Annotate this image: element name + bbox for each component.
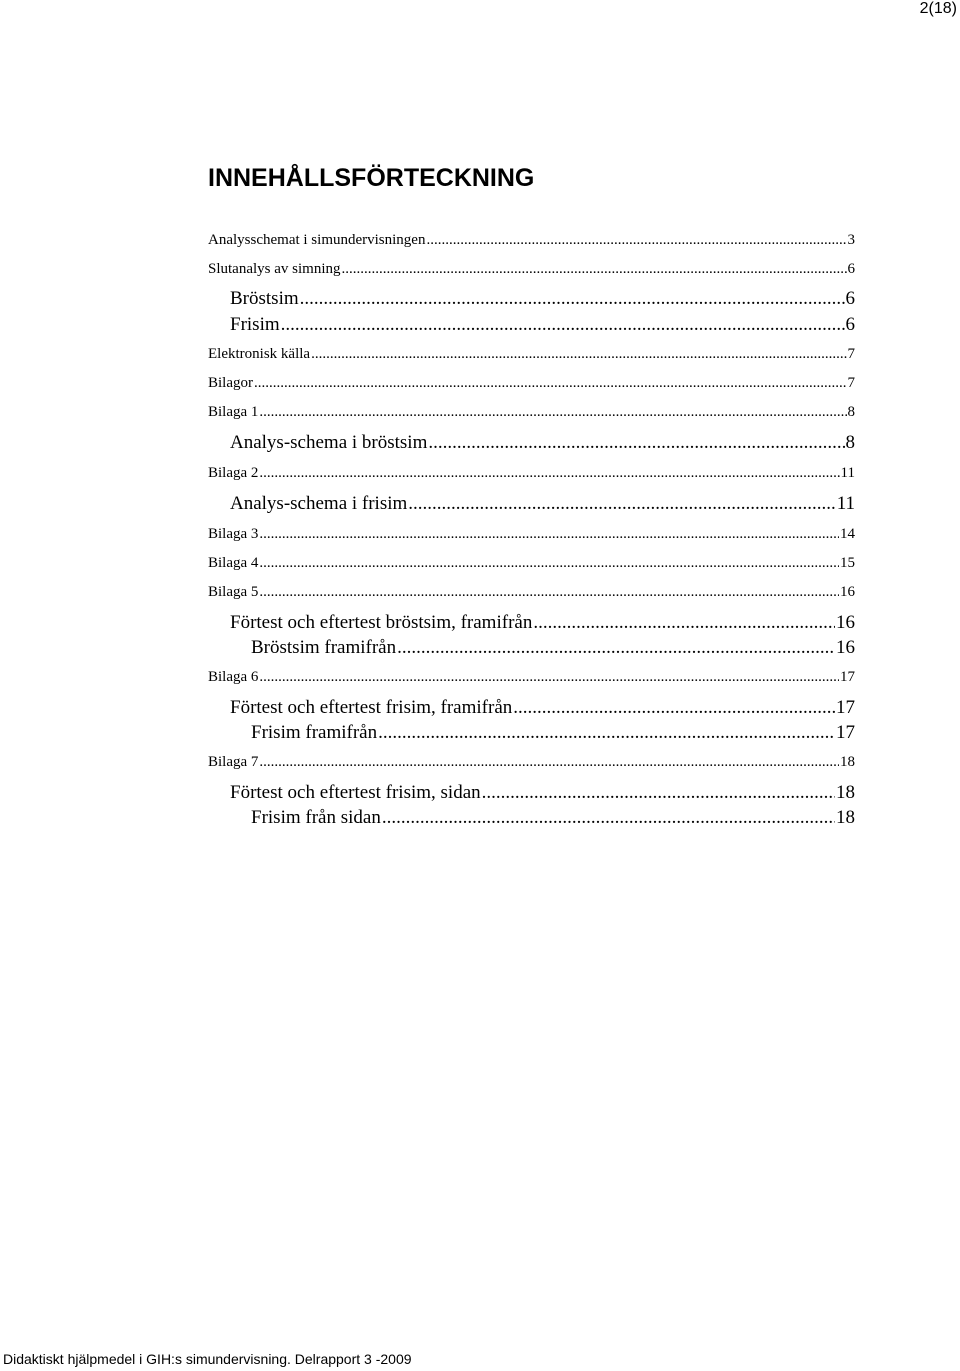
toc-dot-leader — [397, 637, 835, 659]
toc-entry[interactable] — [208, 345, 855, 363]
toc-dot-leader — [254, 374, 847, 392]
toc-entry[interactable] — [208, 231, 855, 249]
toc-dot-leader — [281, 314, 845, 336]
toc-entry[interactable] — [230, 782, 855, 804]
toc-dot-leader — [300, 288, 845, 310]
toc-entry[interactable] — [208, 464, 855, 482]
toc-entry-page: 7 — [847, 375, 855, 391]
toc-entry[interactable] — [251, 637, 855, 659]
toc-entry-label: Bilaga 1 — [208, 404, 259, 420]
toc-entry-label: Slutanalys av simning — [208, 261, 341, 277]
toc-entry-page: 11 — [840, 465, 855, 481]
toc-dot-leader — [259, 668, 839, 686]
toc-entry-page: 6 — [845, 288, 855, 309]
toc-entry[interactable] — [230, 697, 855, 719]
page-title: INNEHÅLLSFÖRTECKNING — [208, 164, 535, 192]
toc-entry-label: Frisim från sidan — [251, 807, 381, 828]
toc-dot-leader — [259, 464, 839, 482]
toc-entry-label: Analysschemat i simundervisningen — [208, 232, 426, 248]
toc-entry-label: Bilaga 3 — [208, 526, 259, 542]
toc-dot-leader — [533, 612, 835, 634]
toc-dot-leader — [378, 722, 835, 744]
toc-entry[interactable] — [208, 583, 855, 601]
toc-dot-leader — [482, 782, 835, 804]
toc-entry-page: 18 — [836, 782, 855, 803]
toc-entry[interactable] — [208, 403, 855, 421]
toc-entry-page: 15 — [840, 555, 855, 571]
toc-dot-leader — [311, 345, 846, 363]
toc-entry-page: 18 — [840, 754, 855, 770]
toc-entry[interactable] — [208, 554, 855, 572]
toc-dot-leader — [382, 807, 835, 829]
toc-dot-leader — [342, 260, 847, 278]
page-footer: Didaktiskt hjälpmedel i GIH:s simundervisning. Delrapport 3 -2009 — [3, 1351, 412, 1367]
toc-entry[interactable] — [208, 753, 855, 771]
toc-entry[interactable] — [230, 314, 855, 336]
toc-entry-label: Bilaga 2 — [208, 465, 259, 481]
toc-entry-label: Bröstsim framifrån — [251, 637, 397, 658]
toc-entry[interactable] — [230, 493, 855, 515]
toc-dot-leader — [259, 753, 839, 771]
toc-entry-label: Bilaga 6 — [208, 669, 259, 685]
toc-entry[interactable] — [230, 612, 855, 634]
page-number: 2(18) — [919, 0, 957, 17]
toc-entry-label: Elektronisk källa — [208, 346, 311, 362]
toc-entry-label: Bilaga 4 — [208, 555, 259, 571]
toc-entry[interactable] — [251, 722, 855, 744]
toc-entry-label: Analys-schema i frisim — [230, 493, 408, 514]
toc-entry-page: 7 — [847, 346, 855, 362]
toc-entry-label: Frisim — [230, 314, 280, 335]
toc-dot-leader — [259, 554, 839, 572]
toc-dot-leader — [513, 697, 835, 719]
toc-entry-page: 8 — [845, 432, 855, 453]
toc-dot-leader — [259, 583, 839, 601]
toc-entry[interactable] — [230, 432, 855, 454]
toc-entry-page: 16 — [840, 584, 855, 600]
toc-entry[interactable] — [208, 668, 855, 686]
toc-entry-page: 8 — [847, 404, 855, 420]
toc-entry-label: Förtest och eftertest bröstsim, framifrån — [230, 612, 533, 633]
toc-dot-leader — [259, 525, 839, 543]
toc-dot-leader — [426, 231, 846, 249]
toc-entry-label: Bilagor — [208, 375, 253, 391]
toc-dot-leader — [408, 493, 835, 515]
toc-entry-page: 18 — [836, 807, 855, 828]
toc-entry[interactable] — [208, 525, 855, 543]
toc-entry-label: Förtest och eftertest frisim, framifrån — [230, 697, 513, 718]
toc-dot-leader — [428, 432, 844, 454]
toc-entry[interactable] — [208, 260, 855, 278]
toc-entry[interactable] — [230, 288, 855, 310]
toc-dot-leader — [259, 403, 846, 421]
toc-entry-page: 6 — [847, 261, 855, 277]
toc-entry-page: 16 — [836, 637, 855, 658]
toc-entry-label: Bilaga 7 — [208, 754, 259, 770]
toc-entry-page: 17 — [840, 669, 855, 685]
toc-entry-page: 16 — [836, 612, 855, 633]
toc-entry-label: Förtest och eftertest frisim, sidan — [230, 782, 481, 803]
toc-entry-page: 3 — [847, 232, 855, 248]
toc-entry[interactable] — [208, 374, 855, 392]
toc-entry-page: 6 — [845, 314, 855, 335]
toc-entry-page: 14 — [840, 526, 855, 542]
toc-entry-label: Bilaga 5 — [208, 584, 259, 600]
toc-entry-label: Frisim framifrån — [251, 722, 378, 743]
toc-entry[interactable] — [251, 807, 855, 829]
toc-entry-page: 17 — [836, 697, 855, 718]
toc-entry-label: Bröstsim — [230, 288, 299, 309]
toc-entry-page: 11 — [836, 493, 855, 514]
toc-entry-page: 17 — [836, 722, 855, 743]
toc-entry-label: Analys-schema i bröstsim — [230, 432, 428, 453]
